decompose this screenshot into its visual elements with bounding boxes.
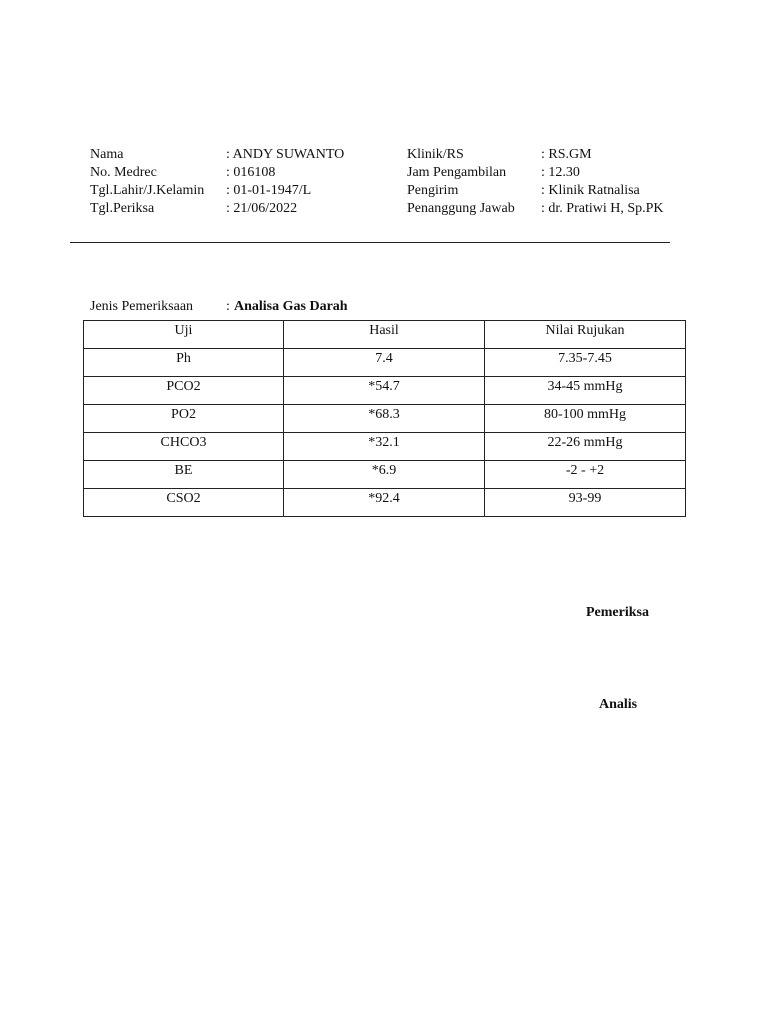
medrec-value: : 016108 bbox=[226, 165, 276, 180]
test-name: CHCO3 bbox=[84, 433, 284, 461]
header-result: Hasil bbox=[284, 321, 485, 349]
clinic-label: Klinik/RS bbox=[407, 147, 464, 162]
test-name: Ph bbox=[84, 349, 284, 377]
test-name: PO2 bbox=[84, 405, 284, 433]
table-row bbox=[84, 349, 686, 377]
test-result: *92.4 bbox=[284, 489, 485, 517]
test-result: *54.7 bbox=[284, 377, 485, 405]
test-name: PCO2 bbox=[84, 377, 284, 405]
analyst-signature-label: Analis bbox=[599, 697, 638, 712]
results-table bbox=[83, 320, 686, 517]
sender-value: : Klinik Ratnalisa bbox=[541, 183, 640, 198]
header-reference: Nilai Rujukan bbox=[485, 321, 686, 349]
exam-type-value: Analisa Gas Darah bbox=[234, 299, 348, 314]
exam-date-label: Tgl.Periksa bbox=[90, 201, 155, 216]
test-result: *32.1 bbox=[284, 433, 485, 461]
exam-date-value: : 21/06/2022 bbox=[226, 201, 298, 216]
test-reference: 34-45 mmHg bbox=[485, 377, 686, 405]
test-result: *6.9 bbox=[284, 461, 485, 489]
birthdate-gender-label: Tgl.Lahir/J.Kelamin bbox=[90, 183, 205, 198]
header-divider bbox=[70, 242, 670, 243]
test-reference: -2 - +2 bbox=[485, 461, 686, 489]
test-result: *68.3 bbox=[284, 405, 485, 433]
table-row bbox=[84, 433, 686, 461]
collection-time-value: : 12.30 bbox=[541, 165, 580, 180]
clinic-value: : RS.GM bbox=[541, 147, 592, 162]
header-test: Uji bbox=[84, 321, 284, 349]
table-row bbox=[84, 489, 686, 517]
table-header-row bbox=[84, 321, 686, 349]
responsible-value: : dr. Pratiwi H, Sp.PK bbox=[541, 201, 664, 216]
test-reference: 80-100 mmHg bbox=[485, 405, 686, 433]
test-reference: 22-26 mmHg bbox=[485, 433, 686, 461]
patient-name-value: : ANDY SUWANTO bbox=[226, 147, 345, 162]
test-result: 7.4 bbox=[284, 349, 485, 377]
patient-name-label: Nama bbox=[90, 147, 124, 162]
responsible-label: Penanggung Jawab bbox=[407, 201, 515, 216]
table-row bbox=[84, 377, 686, 405]
exam-type-colon: : bbox=[226, 299, 230, 314]
birthdate-gender-value: : 01-01-1947/L bbox=[226, 183, 312, 198]
test-name: CSO2 bbox=[84, 489, 284, 517]
exam-type-label: Jenis Pemeriksaan bbox=[90, 299, 194, 314]
examiner-signature-label: Pemeriksa bbox=[586, 605, 649, 620]
table-row bbox=[84, 405, 686, 433]
collection-time-label: Jam Pengambilan bbox=[407, 165, 507, 180]
test-reference: 93-99 bbox=[485, 489, 686, 517]
test-reference: 7.35-7.45 bbox=[485, 349, 686, 377]
medrec-label: No. Medrec bbox=[90, 165, 157, 180]
sender-label: Pengirim bbox=[407, 183, 459, 198]
test-name: BE bbox=[84, 461, 284, 489]
table-row bbox=[84, 461, 686, 489]
